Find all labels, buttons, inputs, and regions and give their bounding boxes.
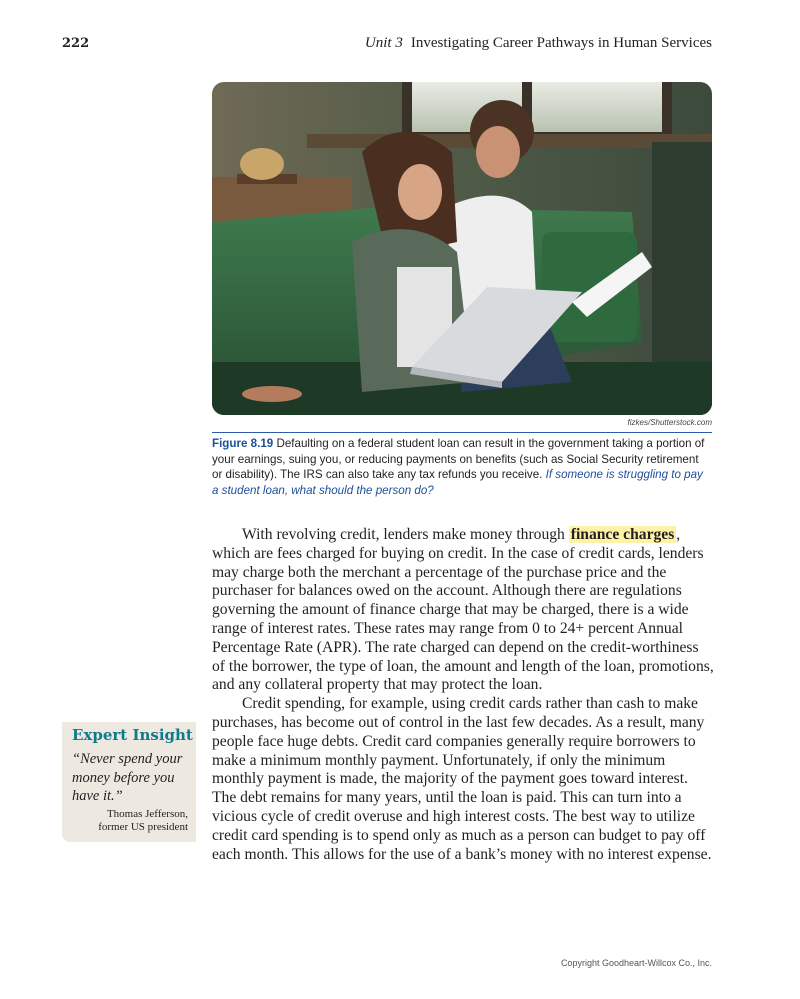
paragraph-2: Credit spending, for example, using credit cards rather than cash to make purchases, has become out of control in the last few decades. As a result, many people face huge debts. Credit card companies generally require borrowers to make a minimum monthly payment. Unfortunately, if only the minimum monthly payment is made, the majority of the payment goes toward interest. The debt remains for many years, until the loan is paid. This can turn into a vicious cycle of credit overuse and high interest costs. The best way to utilize credit card spending is to spend only as much as a person can budget to pay off each month. This allows for the use of a bank’s money with no interest expense. bbox=[212, 695, 712, 863]
figure-caption bbox=[212, 436, 712, 498]
insight-title: Expert Insight bbox=[72, 726, 193, 744]
expert-insight-box bbox=[62, 722, 196, 842]
insight-attribution bbox=[72, 808, 188, 834]
paragraph-1-start: With revolving credit, lenders make money through bbox=[242, 526, 565, 543]
running-head bbox=[365, 35, 712, 52]
copyright: Copyright Goodheart-Willcox Co., Inc. bbox=[560, 958, 712, 968]
figure-question: If someone is struggling to pay a student loan, what should the person do? bbox=[212, 468, 703, 497]
insight-author: Thomas Jefferson, bbox=[106, 807, 188, 820]
figure-caption-text: Defaulting on a federal student loan can result in the government taking a portion of your earnings, suing you, or reducing payments on benefits (such as Social Security retirement or disability). The IRS can also take any tax refunds you receive. bbox=[212, 437, 705, 481]
page-number: 222 bbox=[62, 36, 90, 51]
key-term-finance-charges: finance charges bbox=[570, 526, 675, 543]
insight-role: former US president bbox=[98, 820, 188, 833]
photo-credit: fizkes/Shutterstock.com bbox=[627, 418, 712, 427]
photo-couple-laptop bbox=[212, 82, 712, 415]
body-text bbox=[212, 526, 714, 864]
paragraph-1-rest: , which are fees charged for buying on credit. In the case of credit cards, lenders may charge both the merchant a percentage of the purchase price and the purchaser for balances owed on the account. Although there are regulations governing the amount of finance charge that may be charged, there is a wide range of interest rates. These rates may range from 0 to 24+ percent Annual Percentage Rate (APR). The rate charged can depend on the credit-worthiness of the borrower, the type of loan, the amount and length of the loan, promotions, and any collateral property that may protect the loan. bbox=[212, 526, 714, 694]
figure-photo bbox=[212, 82, 712, 415]
figure-label: Figure 8.19 bbox=[212, 437, 274, 450]
unit-label: Unit 3 bbox=[364, 35, 403, 51]
insight-quote: “Never spend your money before you have it.” bbox=[72, 751, 183, 804]
chapter-title: Investigating Career Pathways in Human Services bbox=[410, 35, 712, 51]
paragraph-1 bbox=[212, 526, 714, 695]
caption-rule bbox=[212, 432, 712, 433]
